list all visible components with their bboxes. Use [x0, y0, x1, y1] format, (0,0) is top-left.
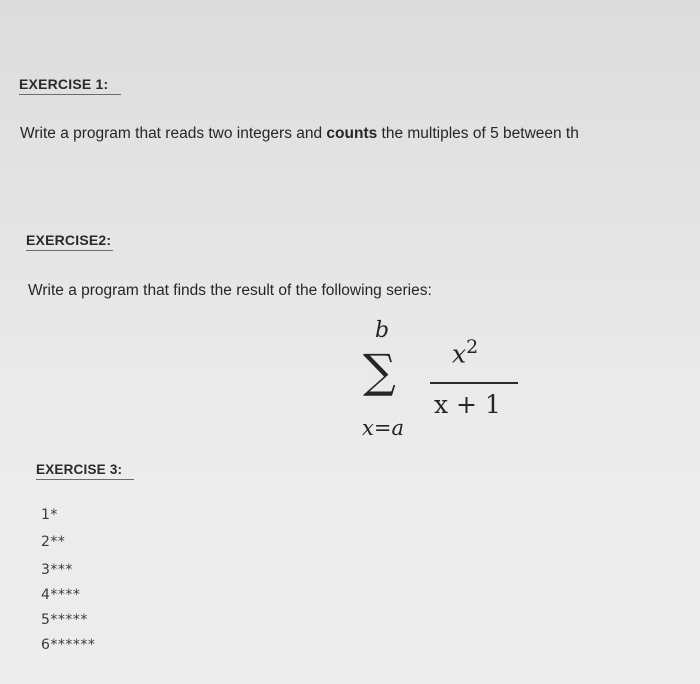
exercise-1-text-start: Write a program that reads two integers and — [20, 125, 327, 142]
formula-numerator — [452, 336, 478, 368]
exercise-1-heading: EXERCISE 1: — [19, 76, 121, 95]
formula-denominator: x + 1 — [434, 390, 501, 419]
pattern-line: 5***** — [41, 612, 88, 628]
pattern-line: 4**** — [41, 587, 81, 603]
exercise-1-text — [20, 125, 579, 143]
pattern-line: 1* — [41, 507, 58, 523]
exercise-1-text-end: the multiples of 5 between th — [377, 125, 579, 142]
exercise-3-heading: EXERCISE 3: — [36, 462, 134, 480]
pattern-line: 3*** — [41, 562, 73, 578]
formula-lower-limit: x=a — [362, 416, 404, 440]
exercise-2-text: Write a program that finds the result of the following series: — [28, 282, 432, 299]
formula-sigma: ∑ — [363, 344, 396, 398]
pattern-line: 6****** — [41, 637, 96, 653]
fraction-bar — [430, 382, 518, 384]
exercise-2-heading: EXERCISE2: — [26, 232, 113, 251]
pattern-line: 2** — [41, 534, 66, 550]
numerator-exponent: 2 — [466, 336, 479, 358]
numerator-base: x — [452, 339, 467, 369]
exercise-1-text-bold: counts — [326, 125, 378, 142]
formula-upper-limit: b — [375, 318, 390, 343]
